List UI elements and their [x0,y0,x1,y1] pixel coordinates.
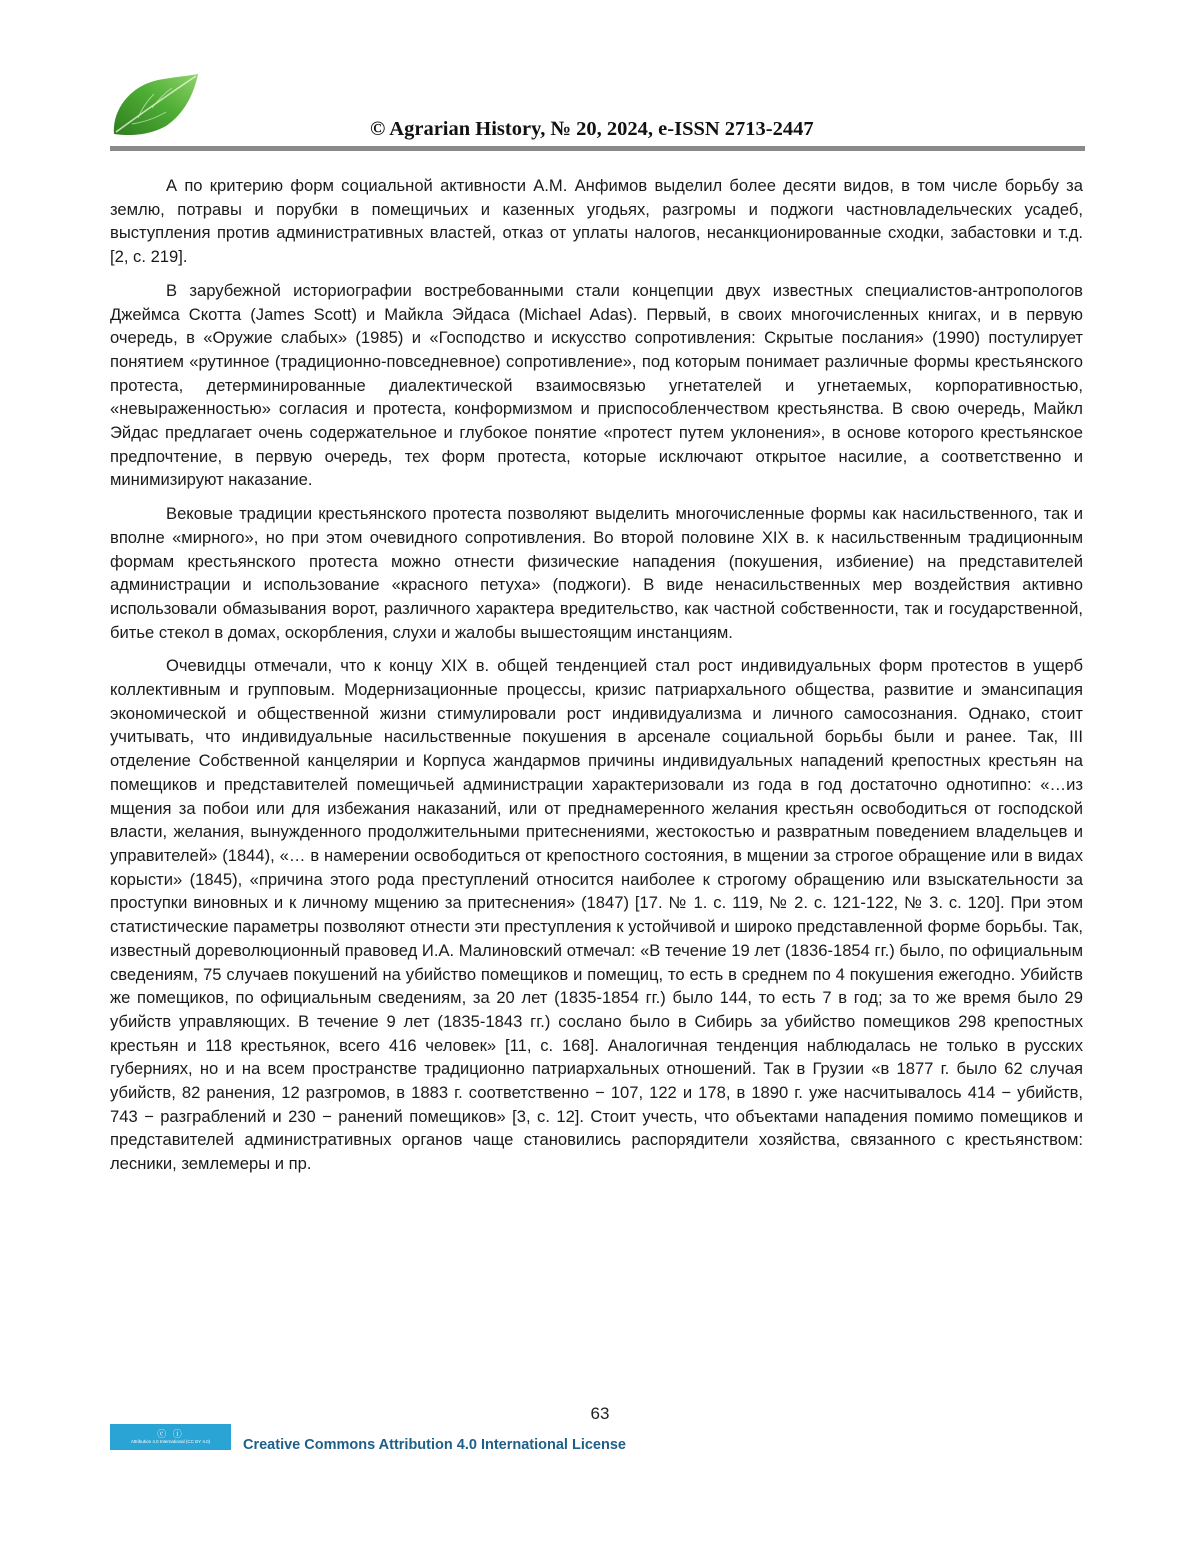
paragraph-3: Вековые традиции крестьянского протеста позволяют выделить многочисленные формы как насильственного, так и вполне «мирного», но при этом очевидного сопротивления. Во второй половине XIX в. к насильственным традиционным формам крестьянского протеста можно отнести физические нападения (покушения, избиение) на представителей администрации и использование «красного петуха» (поджоги). В виде ненасильственных мер воздействия активно использовали обмазывания ворот, различного характера вредительство, как частной собственности, так и государственной, битье стекол в домах, оскорбления, слухи и жалобы вышестоящим инстанциям. [110,504,1083,642]
paragraph-4: Очевидцы отмечали, что к концу XIX в. общей тенденцией стал рост индивидуальных форм протестов в ущерб коллективным и групповым. Модернизационные процессы, кризис патриархального общества, развитие и эмансипация экономической и общественной жизни стимулировали рост индивидуализма и личного самосознания. Однако, стоит учитывать, что индивидуальные насильственные покушения в арсенале социальной борьбы были и ранее. Так, III отделение Собственной канцелярии и Корпуса жандармов причины индивидуальных нападений крепостных крестьян на помещиков и представителей помещичьей администрации характеризовали из года в год достаточно однотипно: «…из мщения за побои или для избежания наказаний, или от преднамеренного желания крестьян освободиться от господской власти, желания, вынужденного продолжительными притеснениями, жестокостью и развратным поведением владельцев и управителей» (1844), «… в намерении освободиться от крепостного состояния, в мщении за строгое обращение или в видах корысти» (1845), «причина этого рода преступлений относится наиболее к строгому обращению или взыскательности за проступки виновных и к личному мщению за притеснения» (1847) [17. № 1. с. 119, № 2. с. 121-122, № 3. с. 120]. При этом статистические параметры позволяют отнести эти преступления к устойчивой и широко представленной форме борьбы. Так, известный дореволюционный правовед И.А. Малиновский отмечал: «В течение 19 лет (1836-1854 гг.) было, по официальным сведениям, 75 случаев покушений на убийство помещиков и помещиц, то есть в среднем по 4 покушения ежегодно. Убийств же помещиков, по официальным сведениям, за 20 лет (1835-1854 гг.) было 144, то есть 7 в год; за то же время было 29 убийств управляющих. В течение 9 лет (1835-1843 гг.) сослано было в Сибирь за убийство помещиков 298 крепостных крестьян и 118 крестьянок, всего 416 человек» [11, с. 168]. Аналогичная тенденция наблюдалась не только в русских губерниях, но и на всем пространстве традиционно патриархальных отношений. Так в Грузии «в 1877 г. было 62 случая убийств, 82 ранения, 12 разгромов, в 1883 г. соответственно − 107, 122 и 178, в 1890 г. уже насчитывалось 414 − убийств, 743 − разграблений и 230 − ранений помещиков» [3, с. 12]. Стоит учесть, что объектами нападения помимо помещиков и представителей административных органов чаще становились распорядители хозяйства, связанного с крестьянством: лесники, землемеры и пр. [110,656,1083,1174]
cc-by-icon: ⓒ ⓘ [157,1429,184,1439]
leaf-logo [108,72,200,138]
paragraph-2: В зарубежной историографии востребованными стали концепции двух известных специалистов-антропологов Джеймса Скотта (James Scott) и Майкла Эйдаса (Michael Adas). Первый, в своих многочисленных книгах, и в первую очередь, в «Оружие слабых» (1985) и «Господство и искусство сопротивления: Скрытые послания» (1990) постулирует понятием «рутинное (традиционно-повседневное) сопротивление», под которым понимает различные формы крестьянского протеста, детерминированные диалектической взаимосвязью угнетателей и угнетаемых, корпоративностью, «невыраженностью» согласия и протеста, конформизмом и приспособленчеством крестьянства. В свою очередь, Майкл Эйдас предлагает очень содержательное и глубокое понятие «протест путем уклонения», в основе которого крестьянское предпочтение, в первую очередь, тех форм протеста, которые исключают открытое насилие, а соответственно и минимизируют наказание. [110,280,1083,490]
page-number: 63 [590,1404,610,1423]
license-link[interactable]: Creative Commons Attribution 4.0 International License [243,1437,626,1453]
header-divider [110,146,1085,151]
paragraph-1: А по критерию форм социальной активности А.М. Анфимов выделил более десяти видов, в том числе борьбу за землю, потравы и порубки в помещичьих и казенных угодьях, разгромы и поджоги частновладельческих усадеб, выступления против административных властей, отказ от уплаты налогов, несанкционированные сходки, забастовки и т.д. [2, с. 219]. [110,176,1083,267]
cc-license-badge[interactable] [110,1424,231,1450]
cc-badge-text: Attribution 4.0 International (CC BY 4.0) [130,1439,211,1444]
journal-title: © Agrarian History, № 20, 2024, e-ISSN 2713-2447 [370,118,814,140]
article-body [110,174,1083,1186]
